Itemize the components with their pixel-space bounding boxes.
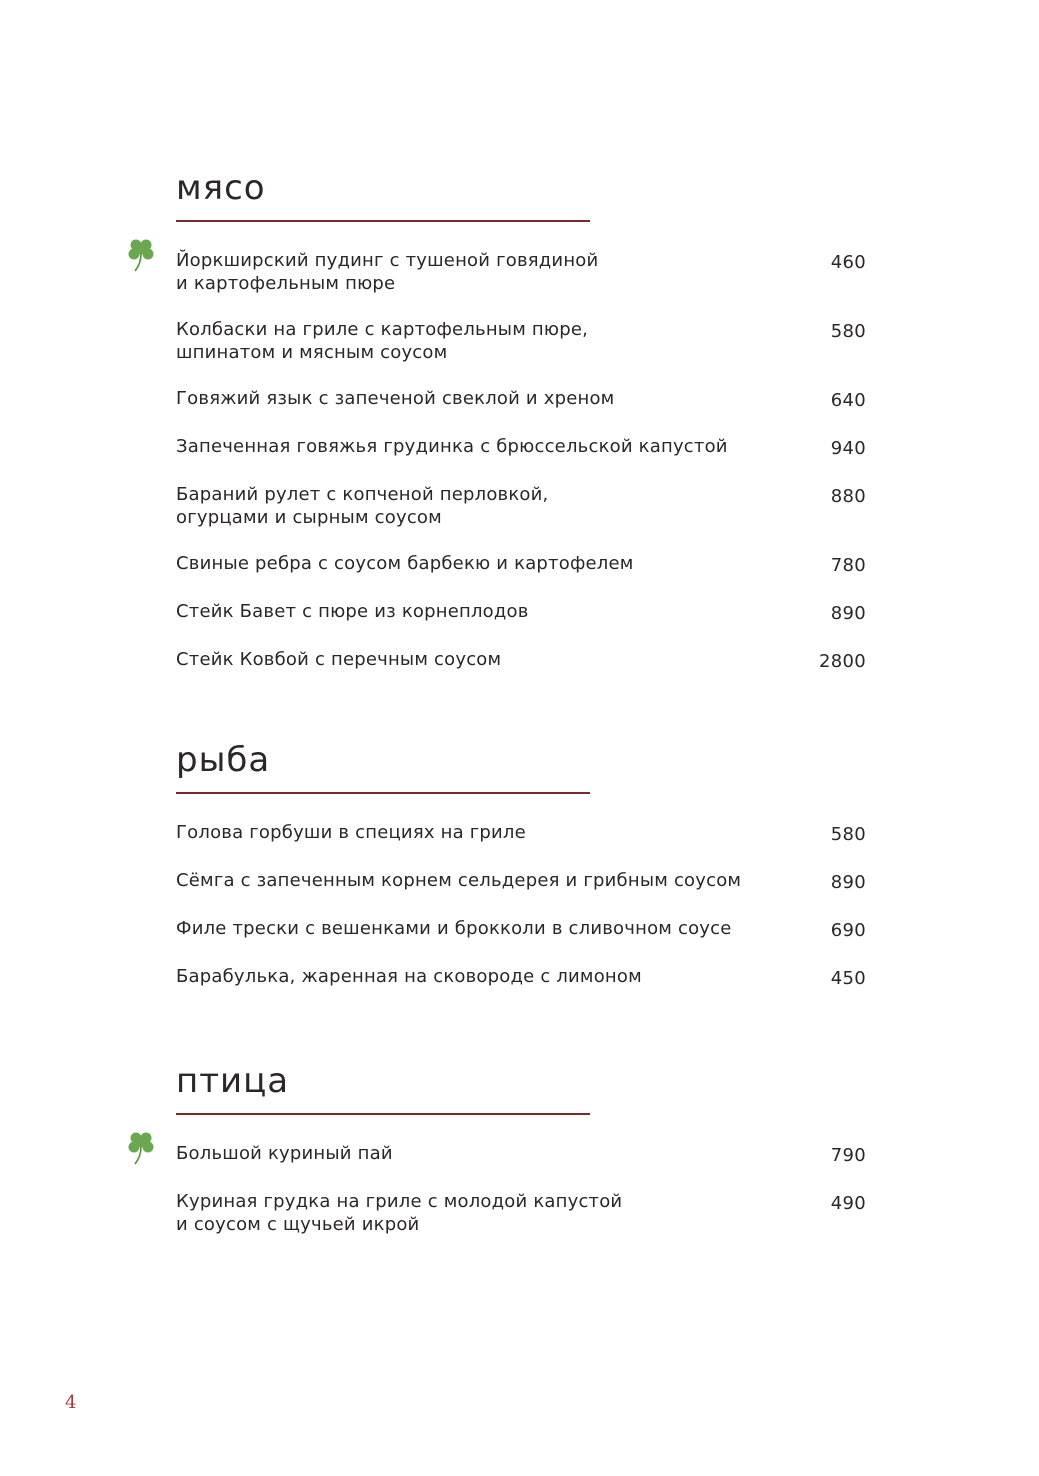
item-price: 580 <box>830 321 866 342</box>
item-price: 450 <box>830 968 866 989</box>
item-price: 490 <box>830 1193 866 1214</box>
menu-item <box>176 648 866 673</box>
menu-item <box>176 435 866 460</box>
item-price: 2800 <box>818 651 866 672</box>
menu-item <box>176 318 866 364</box>
page-number: 4 <box>65 1392 77 1413</box>
item-name: Сёмга с запеченным корнем сельдерея и грибным соусом <box>176 870 742 891</box>
menu-item <box>176 869 866 894</box>
section-divider <box>176 220 590 222</box>
section-divider <box>176 792 590 794</box>
item-name: Барабулька, жаренная на сковороде с лимоном <box>176 966 642 987</box>
menu-item <box>176 600 866 625</box>
section-title: птица <box>176 1061 290 1101</box>
menu-item <box>176 249 866 295</box>
menu-item <box>176 483 866 529</box>
section-poultry <box>176 1061 866 1236</box>
menu-item <box>176 552 866 577</box>
item-name: Голова горбуши в специях на гриле <box>176 822 526 843</box>
item-price: 640 <box>830 390 866 411</box>
item-price: 880 <box>830 486 866 507</box>
section-title: мясо <box>176 168 266 208</box>
menu-item <box>176 917 866 942</box>
section-title: рыба <box>176 740 271 780</box>
item-name: Свиные ребра с соусом барбекю и картофелем <box>176 553 634 574</box>
item-price: 890 <box>830 603 866 624</box>
clover-icon <box>126 237 156 273</box>
menu-item <box>176 1190 866 1236</box>
menu-items <box>176 821 866 990</box>
item-name: Куриная грудка на гриле с молодой капустой и соусом с щучьей икрой <box>176 1191 623 1235</box>
item-name: Большой куриный пай <box>176 1143 393 1164</box>
menu-items <box>176 249 866 673</box>
item-name: Стейк Бавет с пюре из корнеплодов <box>176 601 529 622</box>
item-name: Запеченная говяжья грудинка с брюссельской капустой <box>176 436 728 457</box>
item-name: Говяжий язык с запеченой свеклой и хреном <box>176 388 615 409</box>
item-price: 690 <box>830 920 866 941</box>
menu-item <box>176 821 866 846</box>
menu-item <box>176 965 866 990</box>
item-name: Стейк Ковбой с перечным соусом <box>176 649 502 670</box>
menu-items <box>176 1142 866 1236</box>
section-divider <box>176 1113 590 1115</box>
item-price: 790 <box>830 1145 866 1166</box>
section-meat <box>176 168 866 673</box>
menu-item <box>176 387 866 412</box>
item-price: 890 <box>830 872 866 893</box>
item-price: 780 <box>830 555 866 576</box>
item-price: 940 <box>830 438 866 459</box>
clover-icon <box>126 1130 156 1166</box>
item-name: Бараний рулет с копченой перловкой, огурцами и сырным соусом <box>176 484 549 528</box>
section-fish <box>176 740 866 990</box>
item-name: Филе трески с вешенками и брокколи в сливочном соусе <box>176 918 732 939</box>
item-name: Йоркширский пудинг с тушеной говядиной и картофельным пюре <box>176 250 599 294</box>
item-name: Колбаски на гриле с картофельным пюре, шпинатом и мясным соусом <box>176 319 589 363</box>
menu-item <box>176 1142 866 1167</box>
item-price: 460 <box>830 252 866 273</box>
item-price: 580 <box>830 824 866 845</box>
